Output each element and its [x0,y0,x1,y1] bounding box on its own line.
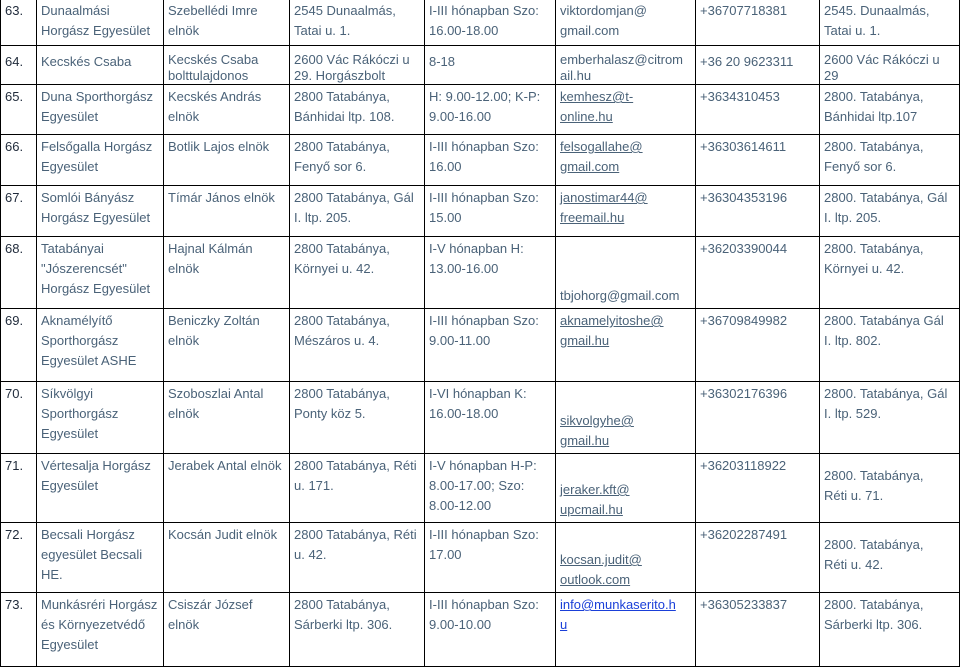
association-name: Tatabányai "Jószerencsét" Horgász Egyesület [37,237,164,309]
opening-hours: H: 9.00-12.00; K-P: 9.00-16.00 [425,85,556,135]
association-name: Duna Sporthorgász Egyesület [37,85,164,135]
opening-hours: I-III hónapban Szo: 9.00-10.00 [425,593,556,667]
postal-address: 2800. Tatabánya, Réti u. 71. [820,454,960,523]
email[interactable]: janostimar44@ freemail.hu [556,186,696,237]
association-name: Kecskés Csaba [37,46,164,85]
address: 2800 Tatabánya, Környei u. 42. [290,237,425,309]
address: 2800 Tatabánya, Fenyő sor 6. [290,135,425,186]
address: 2800 Tatabánya, Gál I. ltp. 205. [290,186,425,237]
email-text[interactable]: kocsan.judit@ outlook.com [560,552,642,587]
email[interactable] [556,382,696,454]
phone: +36302176396 [696,382,820,454]
postal-address: 2800. Tatabánya, Bánhidai ltp.107 [820,85,960,135]
contact-person: Kecskés Csaba bolttulajdonos [164,46,290,85]
phone: +36202287491 [696,523,820,593]
contact-person: Jerabek Antal elnök [164,454,290,523]
email-text[interactable]: sikvolgyhe@ gmail.hu [560,413,634,448]
association-name: Munkásréri Horgász és Környezetvédő Egyesület [37,593,164,667]
contact-person: Tímár János elnök [164,186,290,237]
association-name: Síkvölgyi Sporthorgász Egyesület [37,382,164,454]
email-text[interactable]: tbjohorg@gmail.com [560,288,680,303]
contact-person: Beniczky Zoltán elnök [164,309,290,382]
postal-address: 2800. Tatabánya, Sárberki ltp. 306. [820,593,960,667]
phone: +36303614611 [696,135,820,186]
phone: +3634310453 [696,85,820,135]
row-number: 72. [1,523,37,593]
email[interactable] [556,454,696,523]
opening-hours: I-III hónapban Szo: 15.00 [425,186,556,237]
phone: +36707718381 [696,0,820,46]
address: 2800 Tatabánya, Bánhidai ltp. 108. [290,85,425,135]
address: 2545 Dunaalmás, Tatai u. 1. [290,0,425,46]
phone: +36305233837 [696,593,820,667]
row-number: 73. [1,593,37,667]
table-row [1,46,960,85]
contact-person: Szebellédi Imre elnök [164,0,290,46]
opening-hours: I-III hónapban Szo: 16.00 [425,135,556,186]
opening-hours: I-V hónapban H-P: 8.00-17.00; Szo: 8.00-12.00 [425,454,556,523]
table-row [1,237,960,309]
row-number: 65. [1,85,37,135]
association-name: Aknamélyítő Sporthorgász Egyesület ASHE [37,309,164,382]
email[interactable]: emberhalasz@citrom ail.hu [556,46,696,85]
postal-address: 2545. Dunaalmás, Tatai u. 1. [820,0,960,46]
opening-hours: 8-18 [425,46,556,85]
email[interactable]: aknamelyitoshe@ gmail.hu [556,309,696,382]
address: 2800 Tatabánya, Réti u. 171. [290,454,425,523]
contact-person: Csiszár József elnök [164,593,290,667]
table-row [1,186,960,237]
contact-person: Kecskés András elnök [164,85,290,135]
table-row [1,135,960,186]
row-number: 67. [1,186,37,237]
table-row [1,593,960,667]
postal-address: 2800. Tatabánya, Környei u. 42. [820,237,960,309]
phone: +36709849982 [696,309,820,382]
postal-address: 2800. Tatabánya, Gál I. ltp. 205. [820,186,960,237]
table-row [1,382,960,454]
row-number: 70. [1,382,37,454]
table-row [1,523,960,593]
postal-address: 2800. Tatabánya, Gál I. ltp. 529. [820,382,960,454]
email[interactable]: info@munkaserito.h u [556,593,696,667]
contact-person: Hajnal Kálmán elnök [164,237,290,309]
email[interactable] [556,237,696,309]
row-number: 63. [1,0,37,46]
opening-hours: I-VI hónapban K: 16.00-18.00 [425,382,556,454]
address: 2800 Tatabánya, Sárberki ltp. 306. [290,593,425,667]
row-number: 66. [1,135,37,186]
association-name: Felsőgalla Horgász Egyesület [37,135,164,186]
opening-hours: I-III hónapban Szo: 9.00-11.00 [425,309,556,382]
email[interactable]: felsogallahe@ gmail.com [556,135,696,186]
table-row [1,309,960,382]
postal-address: 2800. Tatabánya, Fenyő sor 6. [820,135,960,186]
table-row [1,454,960,523]
phone: +36304353196 [696,186,820,237]
row-number: 68. [1,237,37,309]
contact-person: Botlik Lajos elnök [164,135,290,186]
address: 2600 Vác Rákóczi u 29. Horgászbolt [290,46,425,85]
contact-person: Szoboszlai Antal elnök [164,382,290,454]
email[interactable] [556,523,696,593]
address: 2800 Tatabánya, Ponty köz 5. [290,382,425,454]
postal-address: 2600 Vác Rákóczi u 29 [820,46,960,85]
postal-address: 2800. Tatabánya Gál I. ltp. 802. [820,309,960,382]
row-number: 69. [1,309,37,382]
opening-hours: I-III hónapban Szo: 16.00-18.00 [425,0,556,46]
email[interactable]: kemhesz@t- online.hu [556,85,696,135]
postal-address: 2800. Tatabánya, Réti u. 42. [820,523,960,593]
association-name: Dunaalmási Horgász Egyesület [37,0,164,46]
opening-hours: I-V hónapban H: 13.00-16.00 [425,237,556,309]
phone: +36 20 9623311 [696,46,820,85]
table-row [1,0,960,46]
address: 2800 Tatabánya, Réti u. 42. [290,523,425,593]
phone: +36203118922 [696,454,820,523]
row-number: 64. [1,46,37,85]
row-number: 71. [1,454,37,523]
contact-person: Kocsán Judit elnök [164,523,290,593]
opening-hours: I-III hónapban Szo: 17.00 [425,523,556,593]
address: 2800 Tatabánya, Mészáros u. 4. [290,309,425,382]
table-row [1,85,960,135]
association-name: Vértesalja Horgász Egyesület [37,454,164,523]
phone: +36203390044 [696,237,820,309]
email[interactable]: viktordomjan@ gmail.com [556,0,696,46]
association-name: Becsali Horgász egyesület Becsali HE. [37,523,164,593]
association-name: Somlói Bányász Horgász Egyesület [37,186,164,237]
email-text[interactable]: jeraker.kft@ upcmail.hu [560,482,630,517]
